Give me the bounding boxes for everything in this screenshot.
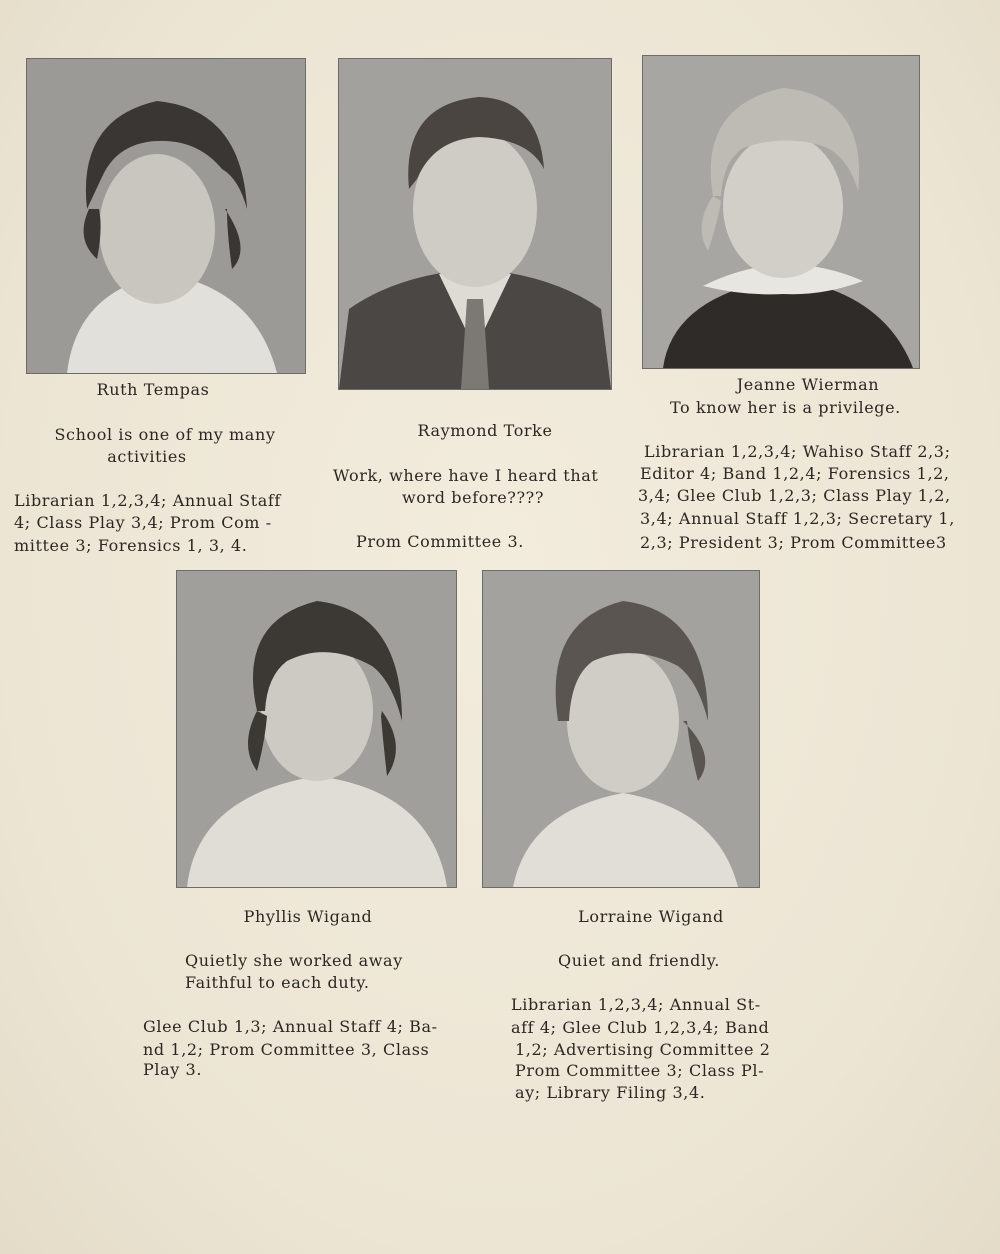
portrait-photo-ruth-tempas — [26, 58, 306, 374]
student-activities-line: Play 3. — [143, 1060, 203, 1079]
student-activities-line: mittee 3; Forensics 1, 3, 4. — [14, 536, 248, 555]
portrait-photo-raymond-torke — [338, 58, 612, 390]
student-name: Jeanne Wierman — [736, 375, 880, 394]
student-motto-line: School is one of my many — [54, 425, 276, 444]
student-activities-line: 3,4; Annual Staff 1,2,3; Secretary 1, — [640, 509, 955, 528]
student-activities-line: Prom Committee 3; Class Pl- — [515, 1061, 765, 1080]
student-activities-line: 3,4; Glee Club 1,2,3; Class Play 1,2, — [638, 486, 951, 505]
student-activities-line: Librarian 1,2,3,4; Annual Staff — [14, 491, 281, 510]
student-motto-line: Faithful to each duty. — [185, 973, 370, 992]
student-activities-line: Editor 4; Band 1,2,4; Forensics 1,2, — [640, 464, 950, 483]
student-activities-line: Glee Club 1,3; Annual Staff 4; Ba- — [143, 1017, 438, 1036]
portrait-photo-jeanne-wierman — [642, 55, 920, 369]
student-motto-line: Quietly she worked away — [185, 951, 403, 970]
student-activities-line: Librarian 1,2,3,4; Annual St- — [511, 995, 761, 1014]
student-activities-line: nd 1,2; Prom Committee 3, Class — [143, 1040, 430, 1059]
student-name: Phyllis Wigand — [243, 907, 373, 926]
student-activities-line: ay; Library Filing 3,4. — [515, 1083, 706, 1102]
portrait-photo-phyllis-wigand — [176, 570, 457, 888]
student-motto-line: word before???? — [402, 488, 544, 507]
student-motto-line: activities — [107, 447, 187, 466]
student-motto-line: To know her is a privilege. — [670, 398, 901, 417]
student-activities-line: aff 4; Glee Club 1,2,3,4; Band — [511, 1018, 770, 1037]
student-motto-line: Quiet and friendly. — [558, 951, 720, 970]
student-activities-line: Prom Committee 3. — [356, 532, 524, 551]
student-activities-line: Librarian 1,2,3,4; Wahiso Staff 2,3; — [644, 442, 951, 461]
student-activities-line: 2,3; President 3; Prom Committee3 — [640, 533, 947, 552]
student-activities-line: 1,2; Advertising Committee 2 — [515, 1040, 771, 1059]
student-name: Raymond Torke — [417, 421, 553, 440]
student-activities-line: 4; Class Play 3,4; Prom Com - — [14, 513, 272, 532]
student-name: Ruth Tempas — [96, 380, 210, 399]
student-name: Lorraine Wigand — [578, 907, 724, 926]
student-motto-line: Work, where have I heard that — [333, 466, 599, 485]
portrait-photo-lorraine-wigand — [482, 570, 760, 888]
